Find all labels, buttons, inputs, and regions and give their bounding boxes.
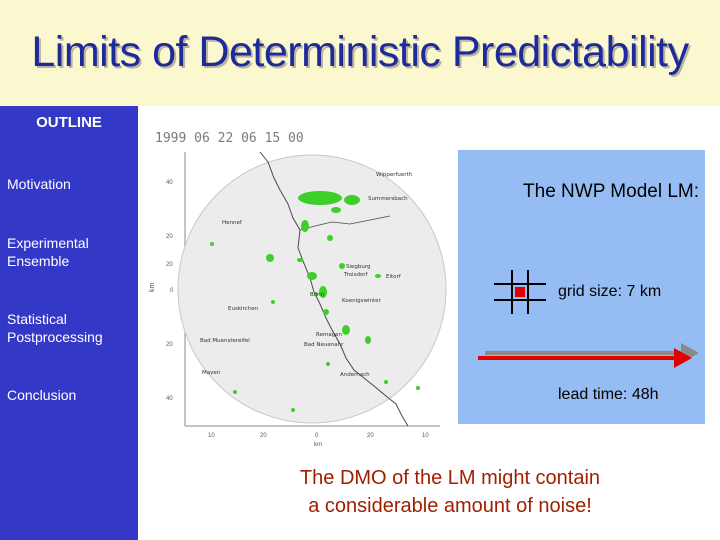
sidebar-item-conclusion[interactable]: Conclusion xyxy=(7,387,77,403)
lead-time-arrow xyxy=(478,340,703,370)
noise-caption xyxy=(230,464,670,520)
slide-header xyxy=(0,0,720,106)
x-tick-label: 20 xyxy=(367,433,374,439)
place-label: Siegburg xyxy=(346,264,371,270)
x-tick-label: 20 xyxy=(260,433,267,439)
place-label: Euskirchen xyxy=(228,306,259,312)
x-tick-label: 0 xyxy=(315,433,319,439)
place-label: Bonn xyxy=(310,292,325,298)
place-label: Eitorf xyxy=(386,274,401,280)
y-tick-label: 20 xyxy=(166,342,173,348)
place-label: Andernach xyxy=(340,372,370,378)
x-axis-label: km xyxy=(314,442,322,448)
place-label: Bad Neuenahr xyxy=(304,342,344,348)
sidebar-item-motivation[interactable]: Motivation xyxy=(7,176,71,192)
outline-heading: OUTLINE xyxy=(36,114,102,131)
y-tick-label: 40 xyxy=(166,396,173,402)
grid-cell-marker xyxy=(515,287,525,297)
caption-line-1: The DMO of the LM might contain xyxy=(299,467,601,489)
sidebar-item-experimental-ensemble[interactable]: Experimental Ensemble xyxy=(7,235,89,269)
y-tick-label: 0 xyxy=(170,288,174,294)
y-tick-label: 40 xyxy=(166,180,173,186)
place-label: Bad Muenstereifel xyxy=(200,338,250,344)
y-tick-label: 20 xyxy=(166,234,173,240)
place-label: Wipperfuerth xyxy=(376,172,413,178)
outline-sidebar xyxy=(0,106,138,540)
radar-map-svg xyxy=(150,126,450,456)
place-label: Hennef xyxy=(222,220,242,226)
sidebar-item-statistical-postprocessing[interactable]: Statistical Postprocessing xyxy=(7,311,103,345)
grid-size-label: grid size: 7 km xyxy=(558,283,662,300)
y-axis-label: km xyxy=(149,282,156,292)
slide-title: Limits of Deterministic Predictability xyxy=(31,28,689,76)
caption-line-2: a considerable amount of noise! xyxy=(308,495,592,517)
grid-cell-icon xyxy=(492,268,548,316)
x-tick-label: 10 xyxy=(208,433,215,439)
place-label: Koenigswinter xyxy=(342,298,381,304)
place-label: Troisdorf xyxy=(344,272,368,278)
x-tick-label: 10 xyxy=(422,433,429,439)
nwp-model-panel xyxy=(458,150,705,424)
place-label: Remagen xyxy=(316,332,343,338)
lead-time-label: lead time: 48h xyxy=(558,386,659,403)
y-tick-label: 20 xyxy=(166,262,173,268)
nwp-model-heading: The NWP Model LM: xyxy=(523,181,699,202)
place-label: Mayen xyxy=(202,370,221,376)
radar-timestamp: 1999 06 22 06 15 00 xyxy=(155,131,304,146)
radar-image xyxy=(150,126,450,456)
place-label: Summersbach xyxy=(368,196,408,202)
